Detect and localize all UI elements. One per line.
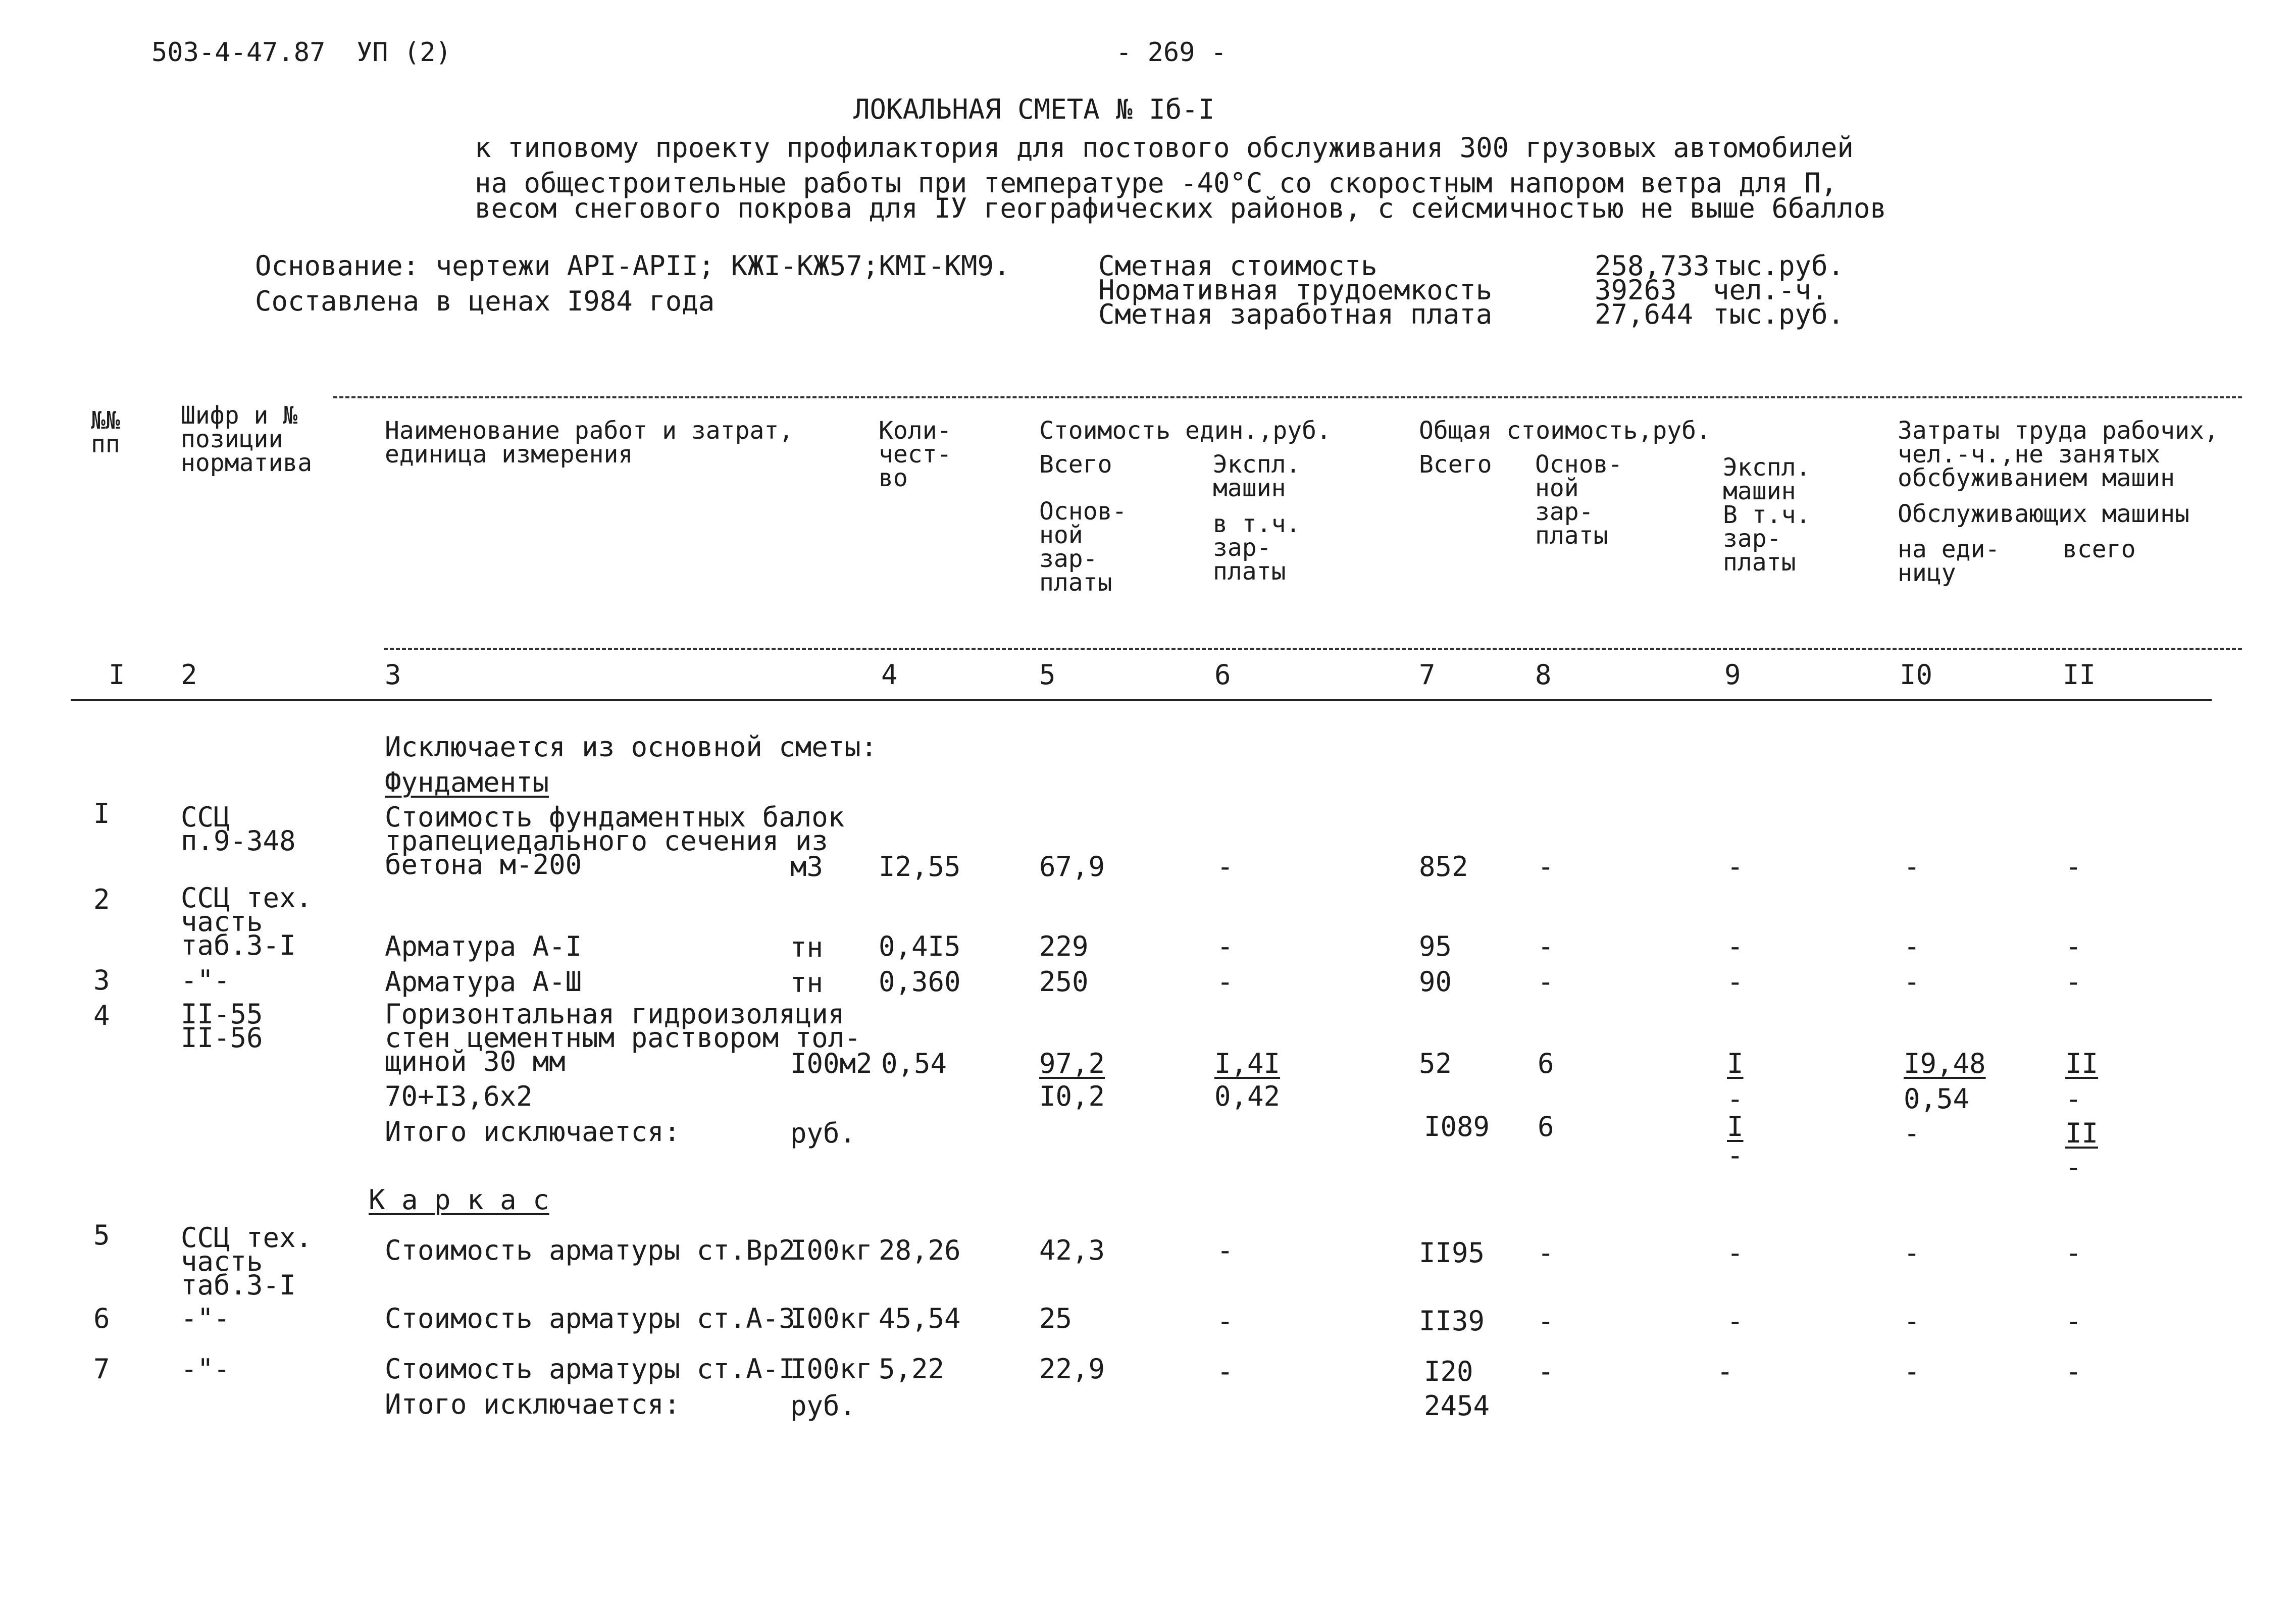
album-number: УП (2) xyxy=(356,37,451,68)
row-labor-unit-second: 0,54 xyxy=(1904,1083,1970,1115)
row-labor-total: - xyxy=(2065,930,2082,962)
summary-labor-label: Нормативная трудоемкость xyxy=(1098,274,1493,306)
row-unit-total: 22,9 xyxy=(1039,1353,1105,1385)
section-foundations: Фундаменты xyxy=(385,766,549,798)
row-labor-total: - xyxy=(2065,1237,2082,1269)
row-unit: тн xyxy=(790,967,824,999)
column-number: 3 xyxy=(385,659,401,691)
header-serving-machines: Обслуживающих машины xyxy=(1898,500,2189,528)
document-code: 503-4-47.87 xyxy=(151,37,326,68)
row-unit: I00кг xyxy=(790,1234,873,1266)
row-unit: I00кг xyxy=(790,1353,873,1385)
column-number: 5 xyxy=(1039,659,1056,691)
row-work-name: Горизонтальная гидроизоляция стен цементным раствором тол- щиной 30 мм xyxy=(385,998,861,1077)
subtotal-labor-total-second: - xyxy=(2065,1151,2082,1183)
row-total-wage: - xyxy=(1538,1305,1554,1337)
header-unit-machine-wage: в т.ч. зар- платы xyxy=(1213,510,1301,586)
row-number: 5 xyxy=(93,1219,110,1251)
row-code: -"- xyxy=(181,1353,230,1385)
row-unit-total: 67,9 xyxy=(1039,851,1105,882)
row-unit-machines: - xyxy=(1217,930,1234,962)
summary-cost-label: Сметная стоимость xyxy=(1098,250,1377,282)
row-work-name: Стоимость арматуры ст.А-3 xyxy=(385,1303,795,1334)
row-unit-total: 97,2 xyxy=(1039,1048,1105,1079)
header-unit-machines: Экспл. машин xyxy=(1213,450,1301,502)
table-top-rule xyxy=(333,396,2242,398)
row-total-machines: - xyxy=(1727,851,1744,882)
column-number: II xyxy=(2063,659,2096,691)
row-labor-total: - xyxy=(2065,1356,2082,1387)
title-line-3: весом снегового покрова для IУ географических районов, с сейсмичностью не выше 6баллов xyxy=(475,192,1886,224)
row-total: 52 xyxy=(1419,1048,1452,1079)
row-quantity: 28,26 xyxy=(879,1234,961,1266)
header-code: Шифр и № позиции норматива xyxy=(181,401,313,477)
header-unit-total: Всего xyxy=(1039,450,1112,479)
column-number: 8 xyxy=(1535,659,1552,691)
basis-prices: Составлена в ценах I984 года xyxy=(255,285,715,317)
column-numbers-rule xyxy=(71,699,2212,701)
row-quantity: 45,54 xyxy=(879,1303,961,1334)
row-note: 70+I3,6х2 xyxy=(385,1080,533,1112)
subtotal-labor-total: II xyxy=(2065,1117,2099,1149)
column-number: I0 xyxy=(1900,659,1933,691)
row-work-name: Арматура А-Ш xyxy=(385,966,582,998)
page-number: - 269 - xyxy=(1116,37,1227,68)
row-labor-unit: - xyxy=(1904,1356,1920,1387)
header-work-name: Наименование работ и затрат, единица измерения xyxy=(385,417,794,469)
row-number: 2 xyxy=(93,884,110,915)
subtotal-machines: I xyxy=(1727,1111,1744,1142)
summary-cost-unit: тыс.руб. xyxy=(1713,250,1845,282)
subtotal-machine-wage: - xyxy=(1727,1139,1744,1171)
summary-cost-value: 258,733 xyxy=(1595,250,1710,282)
row-quantity: 0,360 xyxy=(879,966,961,998)
row-unit: I00кг xyxy=(790,1303,873,1334)
subtotal-total: I089 xyxy=(1424,1111,1490,1142)
document-title: ЛОКАЛЬНАЯ СМЕТА № Iб-I xyxy=(853,93,1215,125)
row-total-wage: - xyxy=(1538,930,1554,962)
row-unit-total: 25 xyxy=(1039,1303,1073,1334)
row-labor-total: - xyxy=(2065,966,2082,998)
row-code: -"- xyxy=(181,1303,230,1334)
summary-wage-value: 27,644 xyxy=(1595,298,1694,330)
subtotal-wage: 6 xyxy=(1538,1111,1554,1142)
row-labor-total-second: - xyxy=(2065,1083,2082,1115)
header-total-wage: Основ- ной зар- платы xyxy=(1535,450,1623,550)
row-total-machines: - xyxy=(1727,1237,1744,1269)
row-total-wage: - xyxy=(1538,851,1554,882)
row-unit: тн xyxy=(790,931,824,963)
summary-wage-label: Сметная заработная плата xyxy=(1098,298,1493,330)
row-labor-unit: - xyxy=(1904,966,1920,998)
title-line-1: к типовому проекту профилактория для постового обслуживания 300 грузовых автомобилей xyxy=(475,132,1854,164)
column-number: 9 xyxy=(1724,659,1741,691)
column-number: 7 xyxy=(1419,659,1436,691)
row-quantity: 5,22 xyxy=(879,1353,945,1385)
summary-wage-unit: тыс.руб. xyxy=(1713,298,1845,330)
row-total: I20 xyxy=(1424,1356,1473,1387)
row-total-machine-wage: - xyxy=(1727,1083,1744,1115)
row-labor-unit: - xyxy=(1904,1305,1920,1337)
summary-labor-unit: чел.-ч. xyxy=(1713,274,1828,306)
row-total: 852 xyxy=(1419,851,1468,882)
row-unit-machine-wage: 0,42 xyxy=(1214,1080,1281,1112)
subtotal-unit: руб. xyxy=(790,1117,856,1149)
row-total: 95 xyxy=(1419,930,1452,962)
row-total-wage: - xyxy=(1538,1356,1554,1387)
row-total-wage: - xyxy=(1538,966,1554,998)
row-work-name: Стоимость арматуры ст.А-I xyxy=(385,1353,795,1385)
header-total-cost: Общая стоимость,руб. xyxy=(1419,417,1711,445)
subtotal-label: Итого исключается: xyxy=(385,1116,681,1148)
row-work-name: Арматура А-I xyxy=(385,930,582,962)
row-total-machines: - xyxy=(1727,966,1744,998)
row-unit-wage: I0,2 xyxy=(1039,1080,1105,1112)
row-unit: I00м2 xyxy=(790,1048,873,1079)
row-total: II39 xyxy=(1419,1305,1485,1337)
row-code: ССЦ тех. часть таб.3-I xyxy=(181,882,313,961)
row-total-wage: - xyxy=(1538,1237,1554,1269)
row-unit-machines: - xyxy=(1217,966,1234,998)
row-number: 3 xyxy=(93,964,110,996)
header-labor: Затраты труда рабочих, чел.-ч.,не занятых обсбуживанием машин xyxy=(1898,417,2219,492)
section-frame: К а р к а с xyxy=(369,1184,549,1216)
row-code: ССЦ тех. часть таб.3-I xyxy=(181,1222,313,1301)
row-labor-unit: - xyxy=(1904,851,1920,882)
row-number: 6 xyxy=(93,1303,110,1334)
header-row-number: №№ пп xyxy=(91,406,120,458)
row-quantity: 0,4I5 xyxy=(879,930,961,962)
row-unit-total: 250 xyxy=(1039,966,1089,998)
row-total-machines: - xyxy=(1727,930,1744,962)
row-number: I xyxy=(93,798,110,829)
row-work-name: Стоимость фундаментных балок трапециедального сечения из бетона м-200 xyxy=(385,801,845,880)
row-total-wage: 6 xyxy=(1538,1048,1554,1079)
excluded-intro: Исключается из основной сметы: xyxy=(385,731,878,763)
header-unit-wage: Основ- ной зар- платы xyxy=(1039,497,1127,597)
row-labor-unit: - xyxy=(1904,930,1920,962)
header-unit-cost: Стоимость един.,руб. xyxy=(1039,417,1331,445)
header-quantity: Коли- чест- во xyxy=(879,417,952,492)
row-labor-total: II xyxy=(2065,1048,2099,1079)
row-code: ССЦ п.9-348 xyxy=(181,801,296,857)
row-unit-total: 229 xyxy=(1039,930,1089,962)
summary-labor-value: 39263 xyxy=(1595,274,1677,306)
subtotal-labor-unit: - xyxy=(1904,1117,1920,1149)
row-total: 90 xyxy=(1419,966,1452,998)
header-per-unit: на еди- ницу xyxy=(1898,535,2000,587)
row-labor-unit: I9,48 xyxy=(1904,1048,1986,1079)
column-number: 4 xyxy=(881,659,898,691)
header-total-machines: Экспл. машин В т.ч. зар- платы xyxy=(1723,453,1811,577)
subtotal-total: 2454 xyxy=(1424,1390,1490,1422)
row-unit-machines: - xyxy=(1217,1305,1234,1337)
subtotal-unit: руб. xyxy=(790,1390,856,1422)
title-line-2: на общестроительные работы при температуре -40°С со скоростным напором ветра для П, xyxy=(475,167,1838,199)
row-number: 7 xyxy=(93,1353,110,1385)
column-number: I xyxy=(109,659,125,691)
row-unit-machines: - xyxy=(1217,1234,1234,1266)
row-number: 4 xyxy=(93,1000,110,1031)
column-number: 2 xyxy=(181,659,197,691)
row-unit-total: 42,3 xyxy=(1039,1234,1105,1266)
row-total-machines: - xyxy=(1727,1305,1744,1337)
row-unit: м3 xyxy=(790,851,824,882)
row-work-name: Стоимость арматуры ст.Вр2 xyxy=(385,1234,795,1266)
header-labor-total: всего xyxy=(2063,535,2136,563)
header-bottom-rule xyxy=(384,648,2242,650)
column-number: 6 xyxy=(1214,659,1231,691)
row-quantity: 0,54 xyxy=(881,1048,947,1079)
basis-drawings: Основание: чертежи АРI-АРII; КЖI-КЖ57;КМI-КМ9. xyxy=(255,250,1010,282)
row-code: -"- xyxy=(181,964,230,996)
row-quantity: I2,55 xyxy=(879,851,961,882)
row-total: II95 xyxy=(1419,1237,1485,1269)
row-code: II-55 II-56 xyxy=(181,998,263,1054)
row-labor-total: - xyxy=(2065,1305,2082,1337)
row-unit-machines: - xyxy=(1217,851,1234,882)
header-total-all: Всего xyxy=(1419,450,1492,479)
row-labor-total: - xyxy=(2065,851,2082,882)
row-unit-machines: I,4I xyxy=(1214,1048,1281,1079)
subtotal-label: Итого исключается: xyxy=(385,1388,681,1420)
row-labor-unit: - xyxy=(1904,1237,1920,1269)
row-total-machines: - xyxy=(1717,1356,1733,1387)
row-total-machines: I xyxy=(1727,1048,1744,1079)
row-unit-machines: - xyxy=(1217,1356,1234,1387)
